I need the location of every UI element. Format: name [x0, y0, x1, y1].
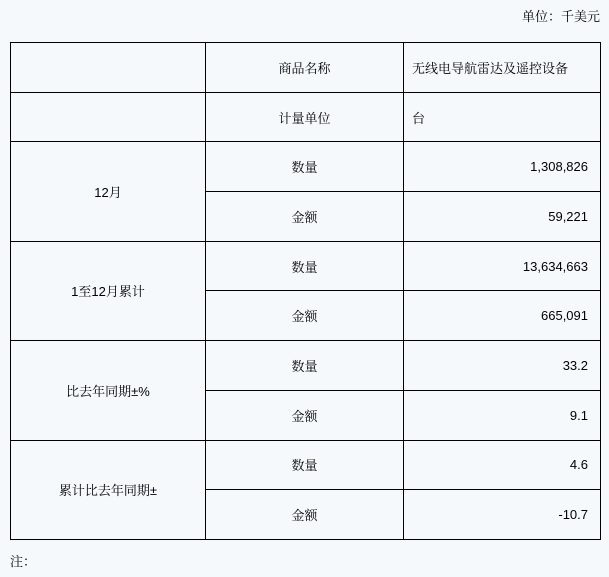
- unit-label: 单位：千美元: [521, 9, 600, 24]
- metric-label: 数量: [206, 440, 404, 490]
- table-row-yoy-quantity: [11, 341, 601, 391]
- stats-table: [10, 42, 601, 540]
- metric-value: 9.1: [404, 390, 601, 440]
- product-name-value: 无线电导航雷达及遥控设备: [404, 43, 601, 93]
- metric-label: 金额: [206, 490, 404, 540]
- metric-value: 59,221: [404, 192, 601, 242]
- table-row-cumulative-quantity: [11, 241, 601, 291]
- metric-value: 1,308,826: [404, 142, 601, 192]
- metric-label: 金额: [206, 390, 404, 440]
- product-name-label: 商品名称: [206, 43, 404, 93]
- group-label-yoy: 比去年同期±%: [11, 341, 206, 440]
- table-row-cumulative-yoy-quantity: [11, 440, 601, 490]
- metric-value: 33.2: [404, 341, 601, 391]
- group-label-cumulative: 1至12月累计: [11, 241, 206, 340]
- unit-of-measure-label: 计量单位: [206, 92, 404, 142]
- row-header-empty: [11, 43, 206, 93]
- metric-label: 数量: [206, 241, 404, 291]
- metric-label: 金额: [206, 192, 404, 242]
- note-label: 注：: [10, 554, 37, 569]
- table-row-december-quantity: [11, 142, 601, 192]
- metric-value: 13,634,663: [404, 241, 601, 291]
- table-row-unit-of-measure: [11, 92, 601, 142]
- metric-value: 4.6: [404, 440, 601, 490]
- metric-value: 665,091: [404, 291, 601, 341]
- unit-of-measure-value: 台: [404, 92, 601, 142]
- table-row-product-name: [11, 43, 601, 93]
- metric-label: 数量: [206, 142, 404, 192]
- group-label-cumulative-yoy: 累计比去年同期±: [11, 440, 206, 540]
- metric-label: 数量: [206, 341, 404, 391]
- row-header-empty: [11, 92, 206, 142]
- group-label-december: 12月: [11, 142, 206, 241]
- metric-value: -10.7: [404, 490, 601, 540]
- metric-label: 金额: [206, 291, 404, 341]
